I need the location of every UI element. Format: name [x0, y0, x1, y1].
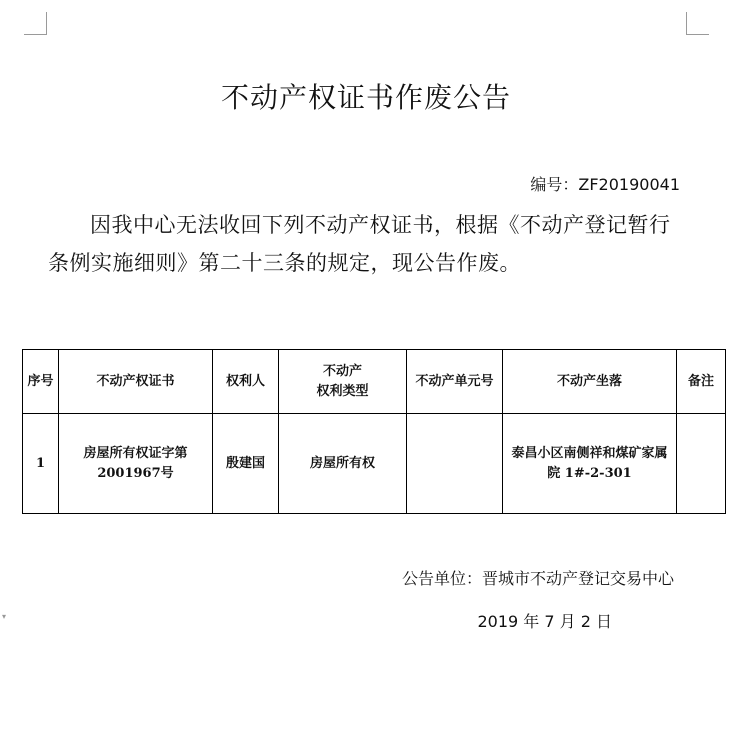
- header-certificate: 不动产权证书: [59, 350, 213, 414]
- issuing-unit: 公告单位：晋城市不动产登记交易中心: [401, 569, 674, 588]
- certificate-table: [22, 349, 726, 514]
- crop-mark-top-left: [24, 12, 47, 35]
- crop-mark-top-right: [686, 12, 709, 35]
- header-right-type: [279, 350, 407, 414]
- cell-holder: 殷建国: [213, 414, 279, 514]
- cell-location: 泰昌小区南侧祥和煤矿家属院 1#-2-301: [503, 414, 677, 514]
- issue-date: 2019 年 7 月 2 日: [477, 612, 612, 631]
- header-seq: 序号: [23, 350, 59, 414]
- margin-marker-icon: ▾: [2, 612, 7, 621]
- header-remark: 备注: [677, 350, 726, 414]
- announcement-body: 因我中心无法收回下列不动产权证书，根据《不动产登记暂行条例实施细则》第二十三条的规定，现公告作废。: [48, 213, 671, 275]
- header-holder: 权利人: [213, 350, 279, 414]
- cell-right-type: 房屋所有权: [279, 414, 407, 514]
- table-row: [23, 414, 726, 514]
- cell-seq: 1: [23, 414, 59, 514]
- cell-remark: [677, 414, 726, 514]
- header-location: 不动产坐落: [503, 350, 677, 414]
- cell-certificate: 房屋所有权证字第2001967号: [59, 414, 213, 514]
- table-header-row: [23, 350, 726, 414]
- header-right-type-line2: 权利类型: [316, 383, 369, 399]
- document-number: 编号：ZF20190041: [530, 175, 680, 194]
- cell-unit-number: [407, 414, 503, 514]
- header-unit-number: 不动产单元号: [407, 350, 503, 414]
- page-title: 不动产权证书作废公告: [220, 81, 511, 114]
- header-right-type-line1: 不动产: [322, 363, 362, 379]
